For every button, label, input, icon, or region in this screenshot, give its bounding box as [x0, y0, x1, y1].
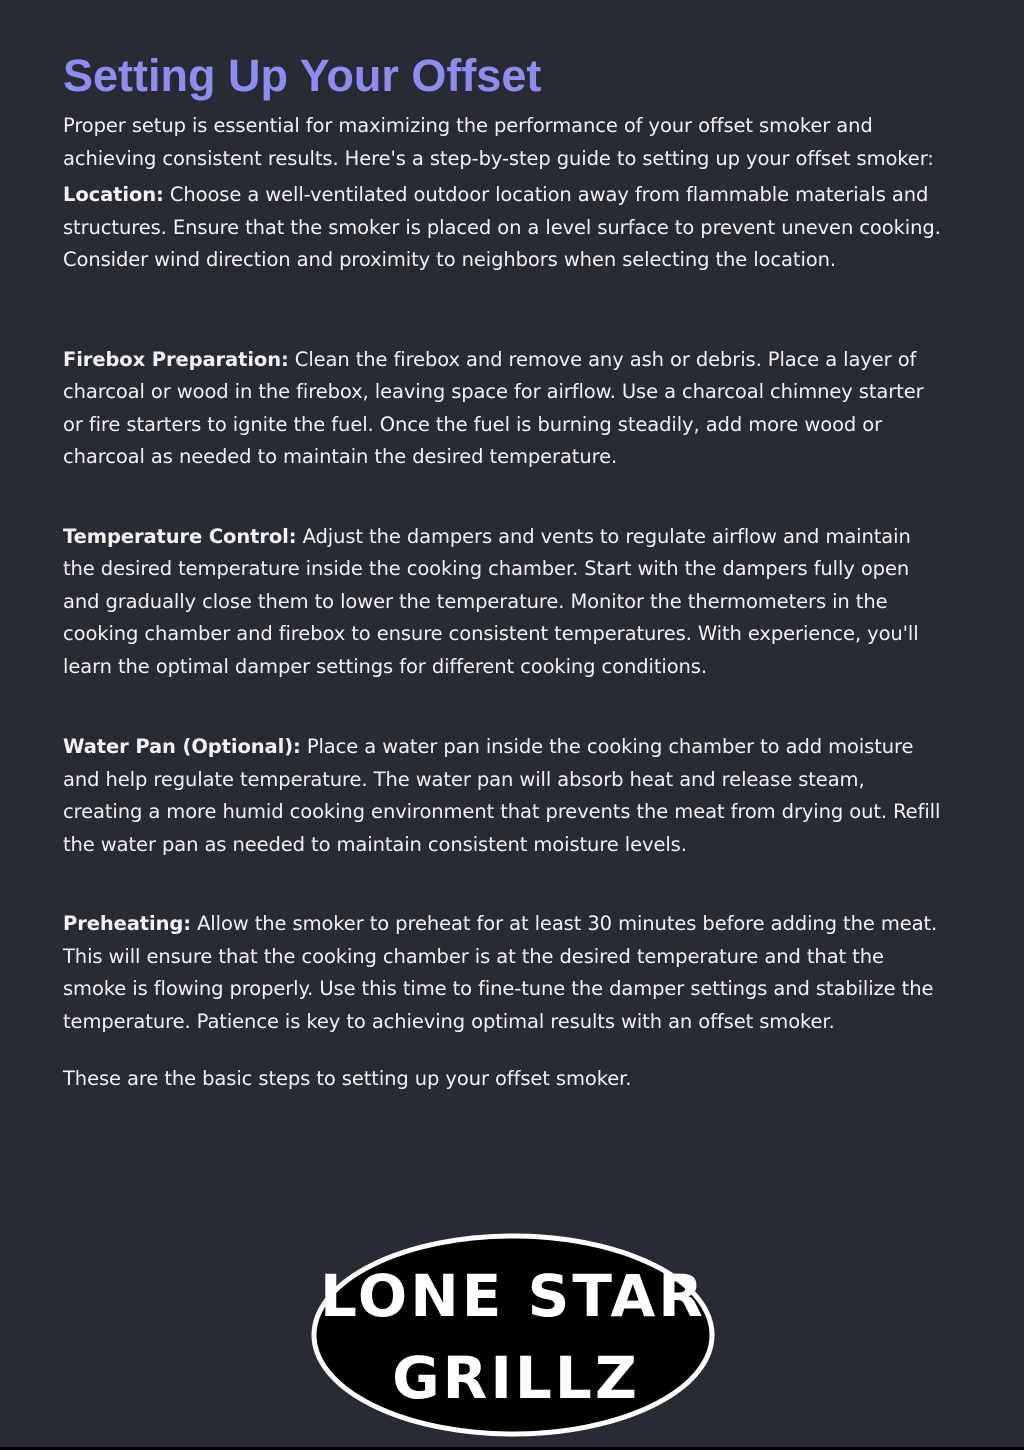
lone-star-grillz-logo	[310, 1232, 716, 1438]
section-heading-location: Location:	[63, 183, 164, 206]
section-body-water-pan: Place a water pan inside the cooking chamber to add moisture and help regulate temperature. The water pan will absorb heat and release steam, creating a more humid cooking environment that prevents the meat from drying out. Refill the water pan as needed to maintain consistent moisture levels.	[63, 735, 941, 856]
logo-line1: LONE STAR	[320, 1262, 706, 1330]
section-water-pan	[63, 731, 948, 861]
section-body-firebox: Clean the firebox and remove any ash or debris. Place a layer of charcoal or wood in the firebox, leaving space for airflow. Use a charcoal chimney starter or fire starters to ignite the fuel. Once the fuel is burning steadily, add more wood or charcoal as needed to maintain the desired temperature.	[63, 347, 924, 468]
logo-line2: GRILLZ	[392, 1344, 640, 1412]
section-heading-preheating: Preheating:	[63, 912, 191, 935]
section-firebox-preparation	[63, 344, 948, 474]
section-temperature-control	[63, 521, 948, 684]
page-title: Setting Up Your Offset	[63, 50, 542, 101]
section-body-location: Choose a well-ventilated outdoor location away from flammable materials and structures. Ensure that the smoker is placed on a level surface to prevent uneven cooking. Consider wind direction and proximity to neighbors when selecting the location.	[63, 183, 941, 271]
intro-paragraph: Proper setup is essential for maximizing the performance of your offset smoker and achieving consistent results. Here's a step-by-step guide to setting up your offset smoker:	[63, 114, 934, 170]
section-heading-water-pan: Water Pan (Optional):	[63, 735, 301, 758]
closing-paragraph: These are the basic steps to setting up your offset smoker.	[63, 1067, 632, 1090]
section-body-preheating: Allow the smoker to preheat for at least 30 minutes before adding the meat. This will ensure that the cooking chamber is at the desired temperature and that the smoke is flowing properly. Use this time to fine-tune the damper settings and stabilize the temperature. Patience is key to achieving optimal results with an offset smoker.	[63, 912, 938, 1033]
logo-icon	[310, 1232, 716, 1438]
section-body-temperature: Adjust the dampers and vents to regulate airflow and maintain the desired temperature inside the cooking chamber. Start with the dampers fully open and gradually close them to lower the temperature. Monitor the thermometers in the cooking chamber and firebox to ensure consistent temperatures. With experience, you'll learn the optimal damper settings for different cooking conditions.	[63, 524, 919, 678]
section-preheating	[63, 908, 948, 1038]
document-page	[63, 50, 948, 1096]
section-location	[63, 179, 948, 277]
section-heading-firebox: Firebox Preparation:	[63, 347, 289, 371]
section-heading-temperature: Temperature Control:	[63, 524, 297, 548]
